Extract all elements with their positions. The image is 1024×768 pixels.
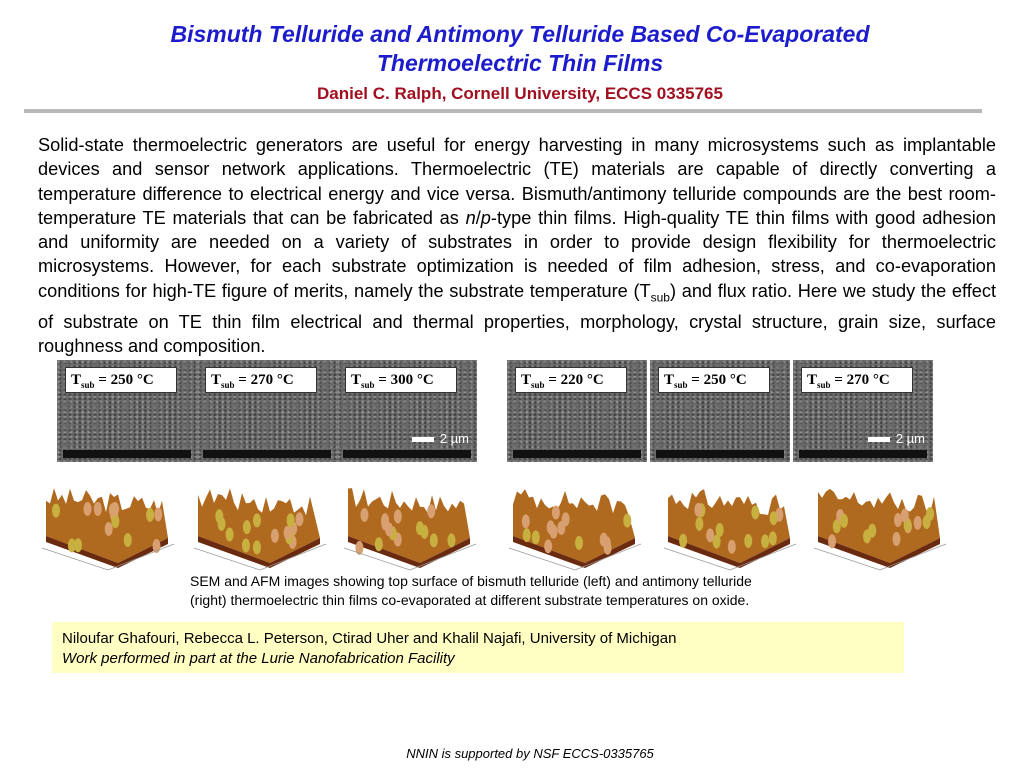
info-bar — [63, 450, 191, 458]
temperature-label — [205, 367, 317, 393]
sub: sub — [361, 380, 375, 390]
sub: sub — [81, 380, 95, 390]
caption-line: (right) thermoelectric thin films co-evaporated at different substrate temperatures on oxide. — [190, 592, 750, 608]
afm-3d-image — [38, 478, 178, 573]
temperature-label — [515, 367, 627, 393]
text: / — [475, 207, 481, 228]
credit-authors: Niloufar Ghafouri, Rebecca L. Peterson, Ctirad Uher and Khalil Najafi, University of Michigan — [62, 630, 677, 647]
info-bar — [513, 450, 641, 458]
info-bar — [656, 450, 784, 458]
text: -type thin films. High-quality TE thin films with good adhesion and uniformity are needed on a variety of substrates in order to provide design flexibility for thermoelectric microsystems. However, for each substrate optimization is needed of film adhesion, stress, and co-evaporation conditions for high-TE figure of merits, namely the substrate temperature (T — [38, 207, 996, 301]
sem-image — [197, 360, 337, 462]
t: T — [71, 372, 82, 388]
info-bar — [799, 450, 927, 458]
divider — [24, 109, 982, 113]
title-line-1: Bismuth Telluride and Antimony Telluride Based Co-Evaporated — [170, 21, 870, 47]
sub: sub — [531, 380, 545, 390]
temperature-label — [345, 367, 457, 393]
afm-3d-image — [505, 478, 645, 573]
text: Solid-state thermoelectric generators are useful for energy harvesting in many microsystems such as implantable devices and sensor network applications. Thermoelectric (TE) materials are capable of directly converting a temperature difference to electrical energy and vice versa. Bismuth/antimony telluride compounds are the best room-temperature TE materials that can be fabricated as — [38, 135, 996, 228]
text: n — [465, 207, 476, 228]
figure-caption — [190, 572, 752, 610]
t: T — [211, 372, 222, 388]
caption-line: SEM and AFM images showing top surface of bismuth telluride (left) and antimony telluride — [190, 573, 752, 589]
sem-image — [337, 360, 477, 462]
sem-image — [793, 360, 933, 462]
scale-bar: 2 µm — [412, 431, 469, 446]
scale-bar: 2 µm — [868, 431, 925, 446]
afm-3d-image — [340, 478, 480, 573]
credit-facility: Work performed in part at the Lurie Nanofabrication Facility — [62, 650, 455, 667]
slide-title — [0, 20, 1024, 78]
temperature-label — [658, 367, 770, 393]
temperature-label — [65, 367, 177, 393]
afm-3d-image — [660, 478, 800, 573]
t: T — [521, 372, 532, 388]
temp: = 250 °C — [98, 372, 154, 388]
sub: sub — [221, 380, 235, 390]
temp: = 300 °C — [378, 372, 434, 388]
footer: NNIN is supported by NSF ECCS-0335765 — [406, 746, 654, 761]
info-bar — [343, 450, 471, 458]
t: T — [807, 372, 818, 388]
text: ) and flux ratio. Here we study the effect of substrate on TE thin film electrical and thermal properties, morphology, crystal structure, grain size, surface roughness and composition. — [38, 280, 997, 357]
afm-3d-image — [190, 478, 330, 573]
temp: = 250 °C — [691, 372, 747, 388]
text: p — [480, 207, 491, 228]
sub: sub — [674, 380, 688, 390]
t: T — [664, 372, 675, 388]
temperature-label — [801, 367, 913, 393]
temp: = 270 °C — [238, 372, 294, 388]
credit-box — [52, 622, 904, 673]
title-line-2: Thermoelectric Thin Films — [376, 50, 664, 76]
temp: = 220 °C — [548, 372, 604, 388]
afm-3d-image — [810, 478, 950, 573]
info-bar — [203, 450, 331, 458]
text: sub — [650, 290, 670, 305]
t: T — [351, 372, 362, 388]
author-line: Daniel C. Ralph, Cornell University, ECCS 0335765 — [317, 84, 723, 103]
sem-image — [57, 360, 197, 462]
sem-image — [507, 360, 647, 462]
temp: = 270 °C — [834, 372, 890, 388]
sub: sub — [817, 380, 831, 390]
sem-image — [650, 360, 790, 462]
body-paragraph — [38, 133, 996, 358]
